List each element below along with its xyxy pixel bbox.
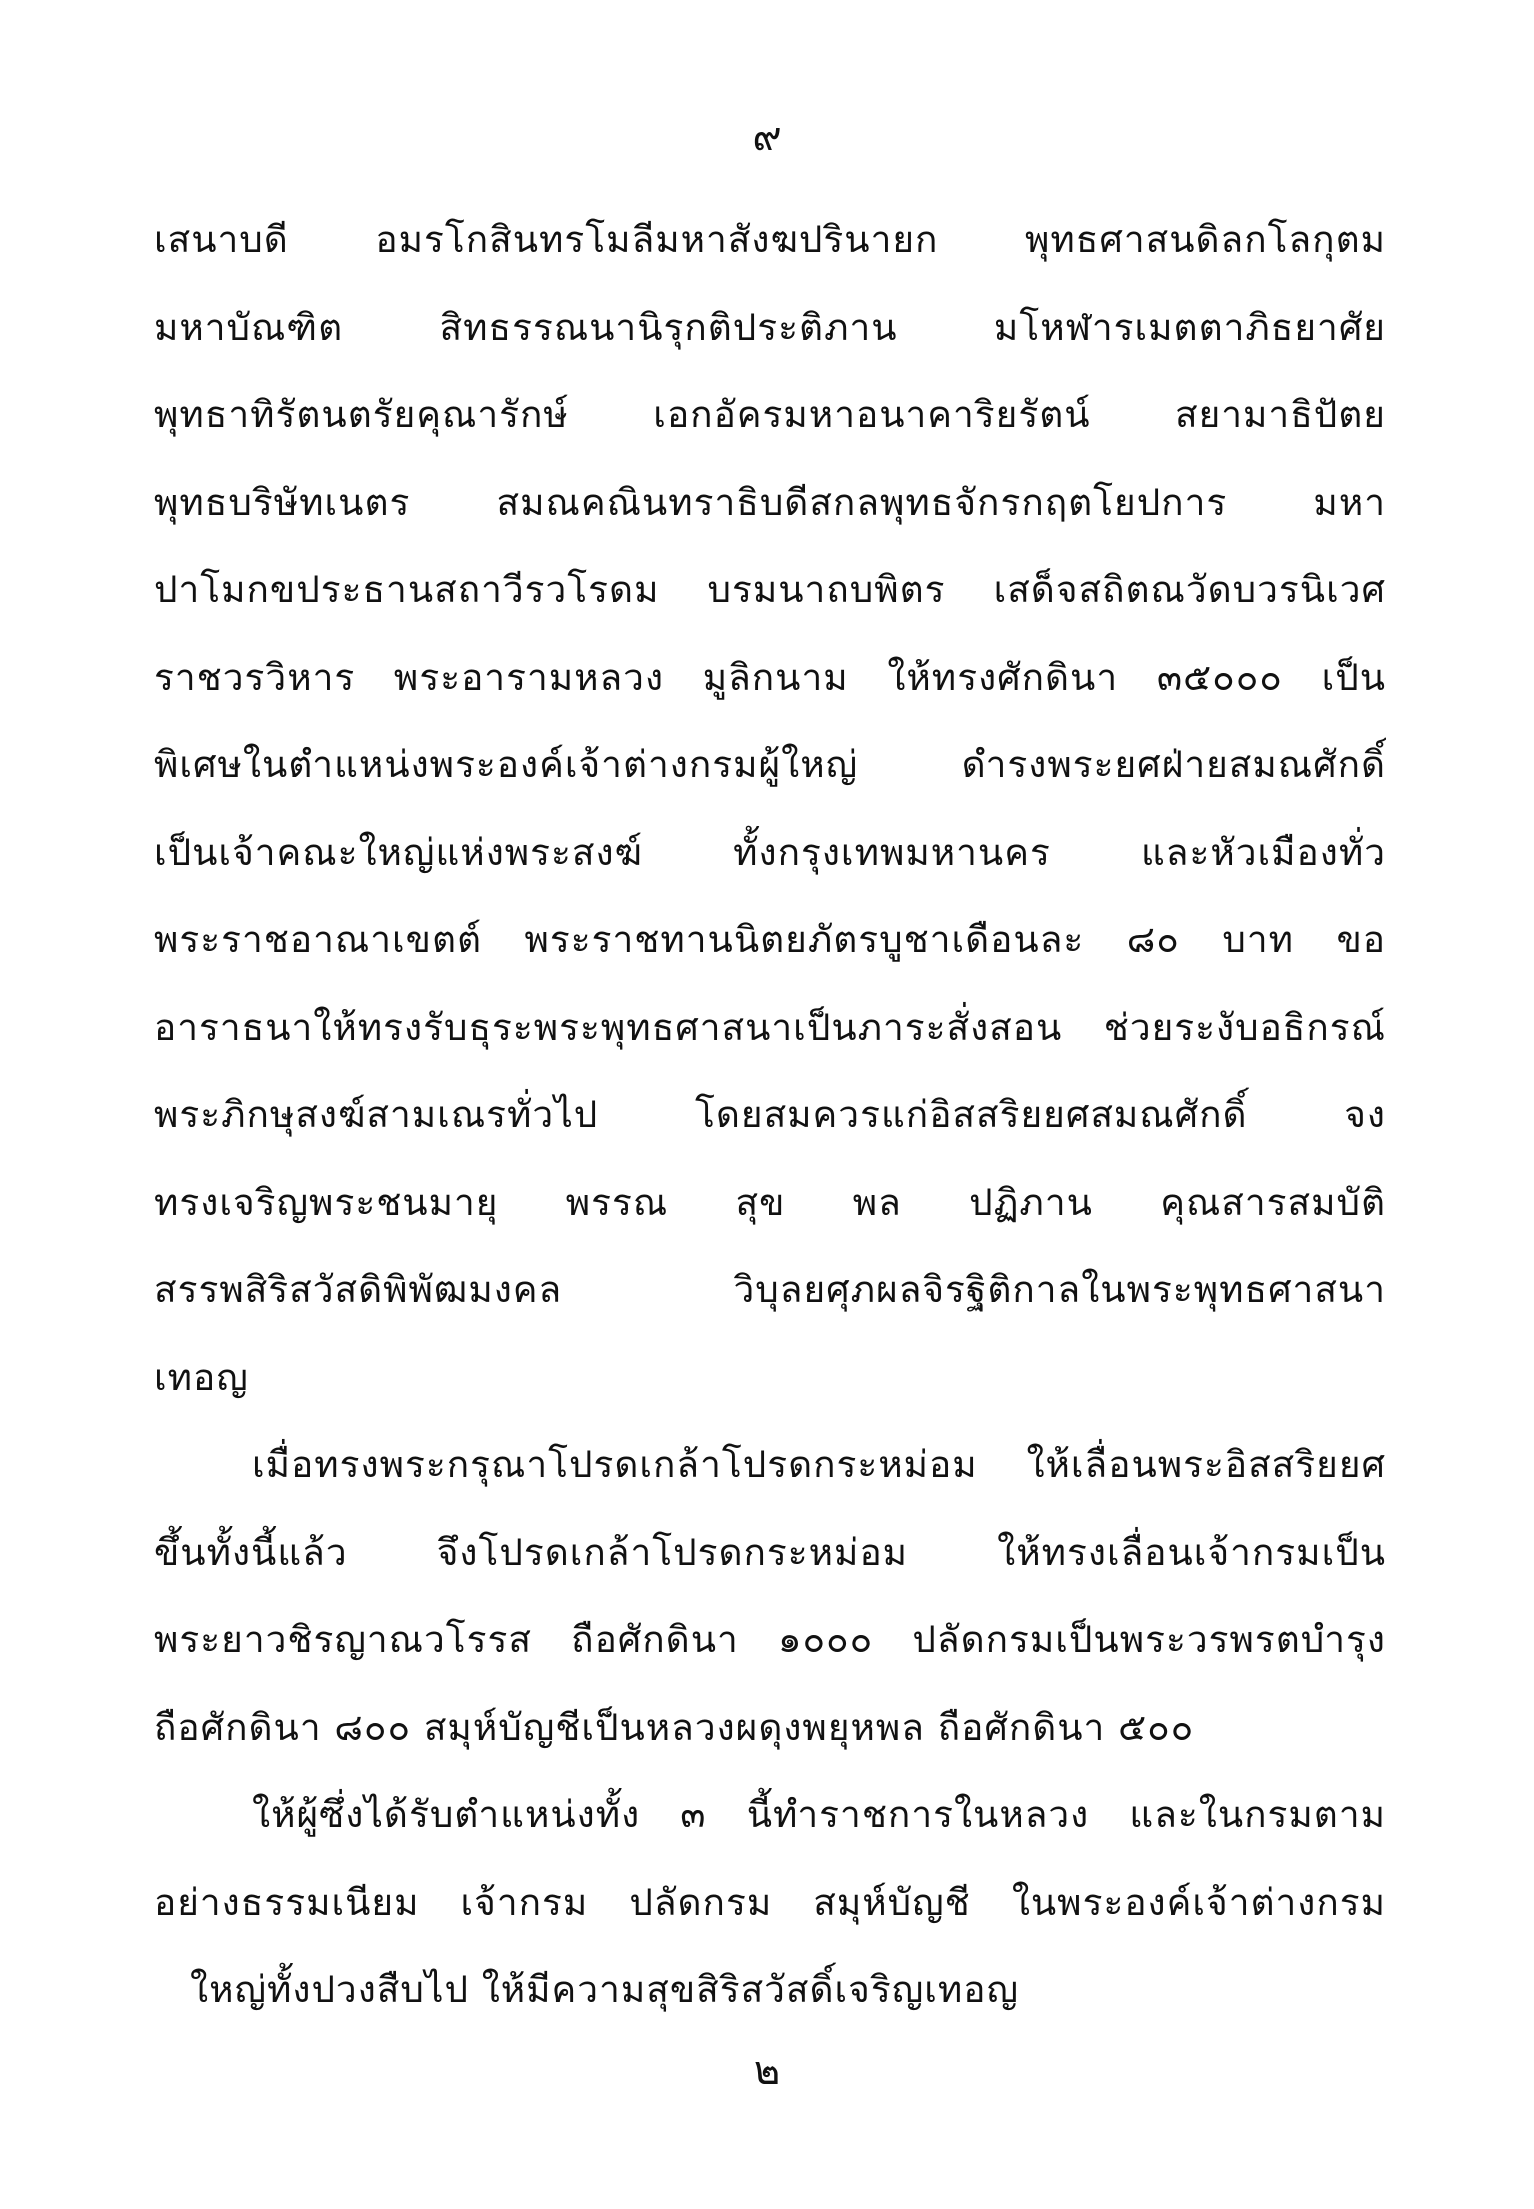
- text-line: ถือศักดินา ๘๐๐ สมุห์บัญชีเป็นหลวงผดุงพยุหพล ถือศักดินา ๕๐๐: [154, 1705, 1195, 1749]
- text-line: ขึ้นทั้งนี้แล้ว จึงโปรดเกล้าโปรดกระหม่อม ให้ทรงเลื่อนเจ้ากรมเป็น: [154, 1530, 1386, 1574]
- text-line: พุทธบริษัทเนตร สมณคณินทราธิบดีสกลพุทธจักรกฤตโยปการ มหา: [154, 480, 1386, 524]
- text-line: พระยาวชิรญาณวโรรส ถือศักดินา ๑๐๐๐ ปลัดกรมเป็นพระวรพรตบำรุง: [154, 1618, 1386, 1661]
- text-line: ใหญ่ทั้งปวงสืบไป ให้มีความสุขสิริสวัสดิ์เจริญเทอญ: [190, 1968, 1020, 2011]
- text-line: อย่างธรรมเนียม เจ้ากรม ปลัดกรม สมุห์บัญชี ในพระองค์เจ้าต่างกรม: [154, 1880, 1386, 1924]
- text-line: ราชวรวิหาร พระอารามหลวง มูลิกนาม ให้ทรงศักดินา ๓๕๐๐๐ เป็น: [154, 655, 1386, 699]
- text-line: พุทธาทิรัตนตรัยคุณารักษ์ เอกอัครมหาอนาคาริยรัตน์ สยามาธิปัตย: [154, 393, 1386, 436]
- text-line: อาราธนาให้ทรงรับธุระพระพุทธศาสนาเป็นภาระสั่งสอน ช่วยระงับอธิกรณ์: [154, 1005, 1386, 1049]
- text-line: พระราชอาณาเขตต์ พระราชทานนิตยภัตรบูชาเดือนละ ๘๐ บาท ขอ: [154, 918, 1386, 961]
- text-line: เสนาบดี อมรโกสินทรโมลีมหาสังฆปรินายก พุทธศาสนดิลกโลกุตม: [154, 218, 1386, 261]
- paragraph-first-line: ให้ผู้ซึ่งได้รับตำแหน่งทั้ง ๓ นี้ทำราชการในหลวง และในกรมตาม: [252, 1793, 1386, 1836]
- text-line: เป็นเจ้าคณะใหญ่แห่งพระสงฆ์ ทั้งกรุงเทพมหานคร และหัวเมืองทั่ว: [154, 830, 1386, 874]
- page-marker-bottom: ๒: [753, 2048, 781, 2094]
- text-line: ปาโมกขประธานสถาวีรวโรดม บรมนาถบพิตร เสด็จสถิตณวัดบวรนิเวศ: [154, 568, 1386, 611]
- body-text: [154, 196, 1386, 2034]
- text-line: ทรงเจริญพระชนมายุ พรรณ สุข พล ปฏิภาน คุณสารสมบัติ: [154, 1180, 1386, 1224]
- text-line: พิเศษในตำแหน่งพระองค์เจ้าต่างกรมผู้ใหญ่ ดำรงพระยศฝ่ายสมณศักดิ์: [154, 743, 1386, 786]
- page-marker-top: ๙: [752, 114, 782, 160]
- text-line: เทอญ: [154, 1355, 249, 1399]
- paragraph-first-line: เมื่อทรงพระกรุณาโปรดเกล้าโปรดกระหม่อม ให้เลื่อนพระอิสสริยยศ: [252, 1443, 1386, 1486]
- text-line: มหาบัณฑิต สิทธรรณนานิรุกติประติภาน มโหฬารเมตตาภิธยาศัย: [154, 305, 1386, 349]
- text-line: พระภิกษุสงฆ์สามเณรทั่วไป โดยสมควรแก่อิสสริยยศสมณศักดิ์ จง: [154, 1093, 1386, 1136]
- text-line: สรรพสิริสวัสดิพิพัฒมงคล วิบุลยศุภผลจิรฐิติกาลในพระพุทธศาสนา: [154, 1268, 1386, 1311]
